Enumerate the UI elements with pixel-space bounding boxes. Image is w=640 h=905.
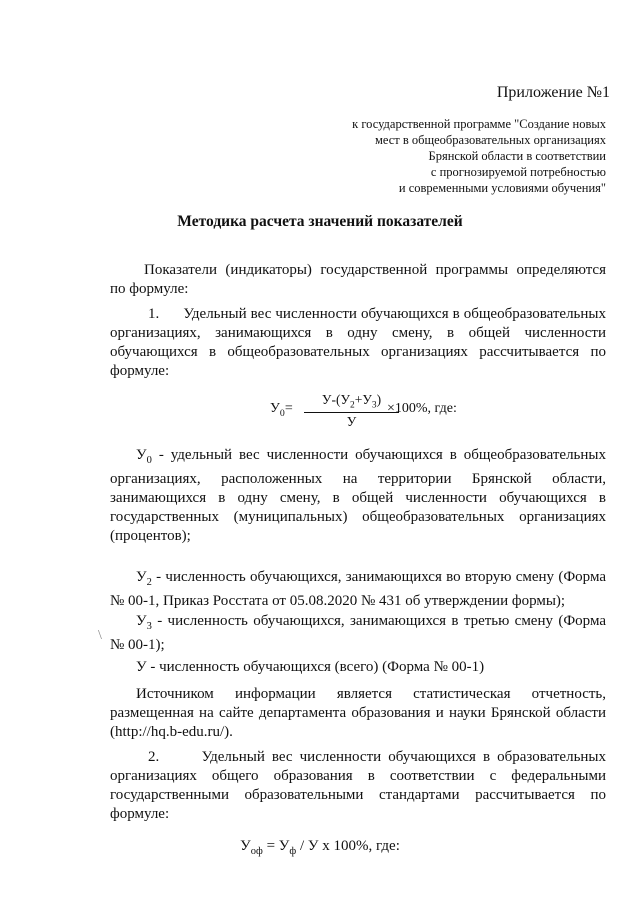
- item-2-paragraph: [110, 748, 606, 824]
- def-y2-sub: 2: [146, 577, 152, 588]
- formula-1-lhs-symbol: У: [270, 401, 280, 416]
- formula-2: [0, 838, 640, 857]
- definition-y3: [110, 612, 606, 655]
- def-y3-symbol: У: [136, 613, 147, 629]
- formula-2-rhs: / У х 100%, где:: [296, 838, 400, 854]
- subtitle-line: Брянской области в соответствии: [428, 149, 606, 163]
- formula-1: [270, 392, 470, 442]
- def-y0-symbol: У: [136, 447, 147, 463]
- intro-paragraph: Показатели (индикаторы) государственной программы определяются по формуле:: [110, 262, 606, 297]
- definition-y2: [110, 568, 606, 611]
- item-1-number: 1.: [148, 306, 160, 322]
- def-y2-text: - численность обучающихся, занимающихся во вторую смену (Форма № 00-1, Приказ Росстата от 05.08.2020 № 431 об утверждении формы);: [110, 569, 606, 609]
- appendix-subtitle: [306, 116, 606, 196]
- formula-2-mid: = У: [262, 838, 290, 854]
- formula-2-lhs: У: [240, 838, 251, 854]
- formula-1-fraction: [304, 392, 399, 430]
- item-1-paragraph: [110, 305, 606, 381]
- num-part-a: У-(У: [321, 392, 350, 407]
- num-sub-2: 2: [350, 400, 355, 411]
- page-heading: Методика расчета значений показателей: [177, 213, 463, 230]
- formula-1-numerator: [304, 392, 399, 411]
- subtitle-line: мест в общеобразовательных организациях: [374, 133, 606, 147]
- item-1-text: Удельный вес численности обучающихся в общеобразовательных организациях, занимающихся в одну смену, в общей численности обучающихся в общеобразовательных организациях рассчитывается по формуле:: [110, 306, 607, 379]
- formula-1-lhs: [270, 401, 293, 419]
- formula-1-rhs: ×100%, где:: [387, 401, 457, 416]
- margin-mark: \: [98, 628, 102, 643]
- def-y3-text: - численность обучающихся, занимающихся в третью смену (Форма № 00-1);: [110, 613, 606, 653]
- source-paragraph: Источником информации является статистическая отчетность, размещенная на сайте департамента образования и науки Брянской области (http://hq.b-edu.ru/).: [110, 686, 606, 740]
- def-y0-sub: 0: [146, 455, 152, 466]
- formula-1-equals: =: [284, 401, 293, 416]
- num-sub-3: 3: [371, 400, 377, 411]
- def-y3-sub: 3: [146, 621, 152, 632]
- num-plus: +У: [354, 392, 372, 407]
- def-y0-text: - удельный вес численности обучающихся в общеобразовательных организациях, расположенных на территории Брянской области, занимающихся в одну смену, в общей численности обучающихся в государственных (муниципальных) общеобразовательных организациях (процентов);: [110, 447, 606, 544]
- definition-y: У - численность обучающихся (всего) (Форма № 00-1): [136, 659, 485, 675]
- formula-2-mid-sub: ф: [289, 846, 297, 857]
- formula-1-denominator: У: [346, 413, 357, 429]
- item-2-number: 2.: [148, 749, 160, 765]
- def-y2-symbol: У: [136, 569, 147, 585]
- subtitle-line: с прогнозируемой потребностью: [430, 165, 606, 179]
- subtitle-line: к государственной программе "Создание новых: [352, 117, 606, 131]
- definition-y0: [110, 446, 606, 546]
- num-close: ): [376, 392, 382, 407]
- subtitle-line: и современными условиями обучения": [398, 181, 606, 195]
- item-2-text: Удельный вес численности обучающихся в образовательных организациях общего образования в соответствии с федеральными государственными образовательными стандартами рассчитывается по формуле:: [110, 749, 607, 822]
- appendix-title: Приложение №1: [496, 84, 610, 101]
- formula-2-lhs-sub: оф: [250, 846, 263, 857]
- fraction-bar: [304, 412, 399, 413]
- formula-1-lhs-sub: 0: [279, 407, 285, 419]
